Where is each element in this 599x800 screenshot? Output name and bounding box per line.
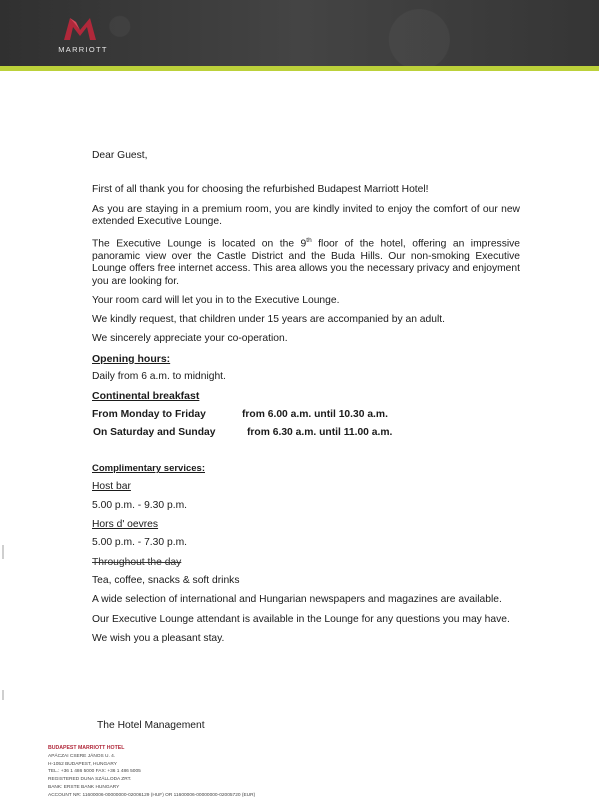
opening-hours-value: Daily from 6 a.m. to midnight.	[92, 370, 226, 382]
host-bar-heading: Host bar	[92, 481, 131, 493]
breakfast-time: from 6.00 a.m. until 10.30 a.m.	[242, 408, 388, 420]
logo-wordmark: MARRIOTT	[58, 45, 108, 54]
footer-line: ACCOUNT NR: 11600006-00000000-02006129 (HUF) OR 11600006-00000000-02005720 (EUR)	[48, 792, 256, 798]
footer-hotel-name: BUDAPEST MARRIOTT HOTEL	[48, 745, 125, 751]
scan-artifact	[2, 690, 4, 700]
letter-body	[92, 150, 520, 652]
marriott-m-icon	[62, 14, 98, 42]
services-heading: Complimentary services:	[92, 463, 205, 475]
invitation-paragraph: As you are staying in a premium room, you are kindly invited to enjoy the comfort of our new extended Executive Lounge.	[92, 203, 520, 227]
children-note: We kindly request, that children under 15 years are accompanied by an adult.	[92, 314, 445, 326]
marriott-logo	[48, 14, 118, 58]
letterhead-accent-stripe	[0, 66, 599, 71]
footer-line: H-1052 BUDAPEST, HUNGARY	[48, 761, 117, 767]
breakfast-heading: Continental breakfast	[92, 390, 200, 403]
breakfast-days: On Saturday and Sunday	[93, 426, 216, 438]
cooperation-note: We sincerely appreciate your co-operation.	[92, 333, 288, 345]
opening-hours-heading: Opening hours:	[92, 352, 171, 365]
greeting: Dear Guest,	[92, 150, 148, 161]
throughout-day-heading: Throughout the day	[92, 556, 182, 568]
footer-line: TEL.: +36 1 486 5000 FAX: +36 1 486 5005	[48, 769, 141, 775]
footer-line: REGISTERED DUNA SZÁLLODA ZRT.	[48, 777, 132, 783]
breakfast-row	[92, 409, 520, 421]
room-card-note: Your room card will let you in to the Executive Lounge.	[92, 294, 340, 306]
hors-doeuvres-time: 5.00 p.m. - 7.30 p.m.	[92, 537, 188, 549]
footer-line: BANK: ERSTE BANK HUNGARY	[48, 784, 120, 790]
hotel-address-footer	[48, 745, 255, 800]
thank-you-paragraph: First of all thank you for choosing the refurbished Budapest Marriott Hotel!	[92, 184, 429, 196]
hors-doeuvres-heading: Hors d' oevres	[92, 519, 159, 531]
throughout-day-items: Tea, coffee, snacks & soft drinks	[92, 574, 240, 586]
scan-artifact	[2, 545, 4, 559]
footer-line: APÁCZAI CSERE JÁNOS U. 4.	[48, 753, 116, 759]
newspapers-note: A wide selection of international and Hungarian newspapers and magazines are available.	[92, 594, 502, 606]
breakfast-time: from 6.30 a.m. until 11.00 a.m.	[247, 426, 393, 438]
location-paragraph: The Executive Lounge is located on the 9th floor of the hotel, offering an impressive panoramic view over the Castle District and the Buda Hills. Our non-smoking Executive Lounge offers free internet access. This area allows you the necessary privacy and enjoyment you are looking for.	[92, 237, 521, 287]
host-bar-time: 5.00 p.m. - 9.30 p.m.	[92, 499, 188, 511]
breakfast-row	[93, 427, 520, 439]
attendant-note: Our Executive Lounge attendant is available in the Lounge for any questions you may have.	[92, 613, 510, 625]
breakfast-days: From Monday to Friday	[92, 408, 206, 420]
signoff: The Hotel Management	[97, 720, 205, 731]
closing-wish: We wish you a pleasant stay.	[92, 632, 225, 644]
